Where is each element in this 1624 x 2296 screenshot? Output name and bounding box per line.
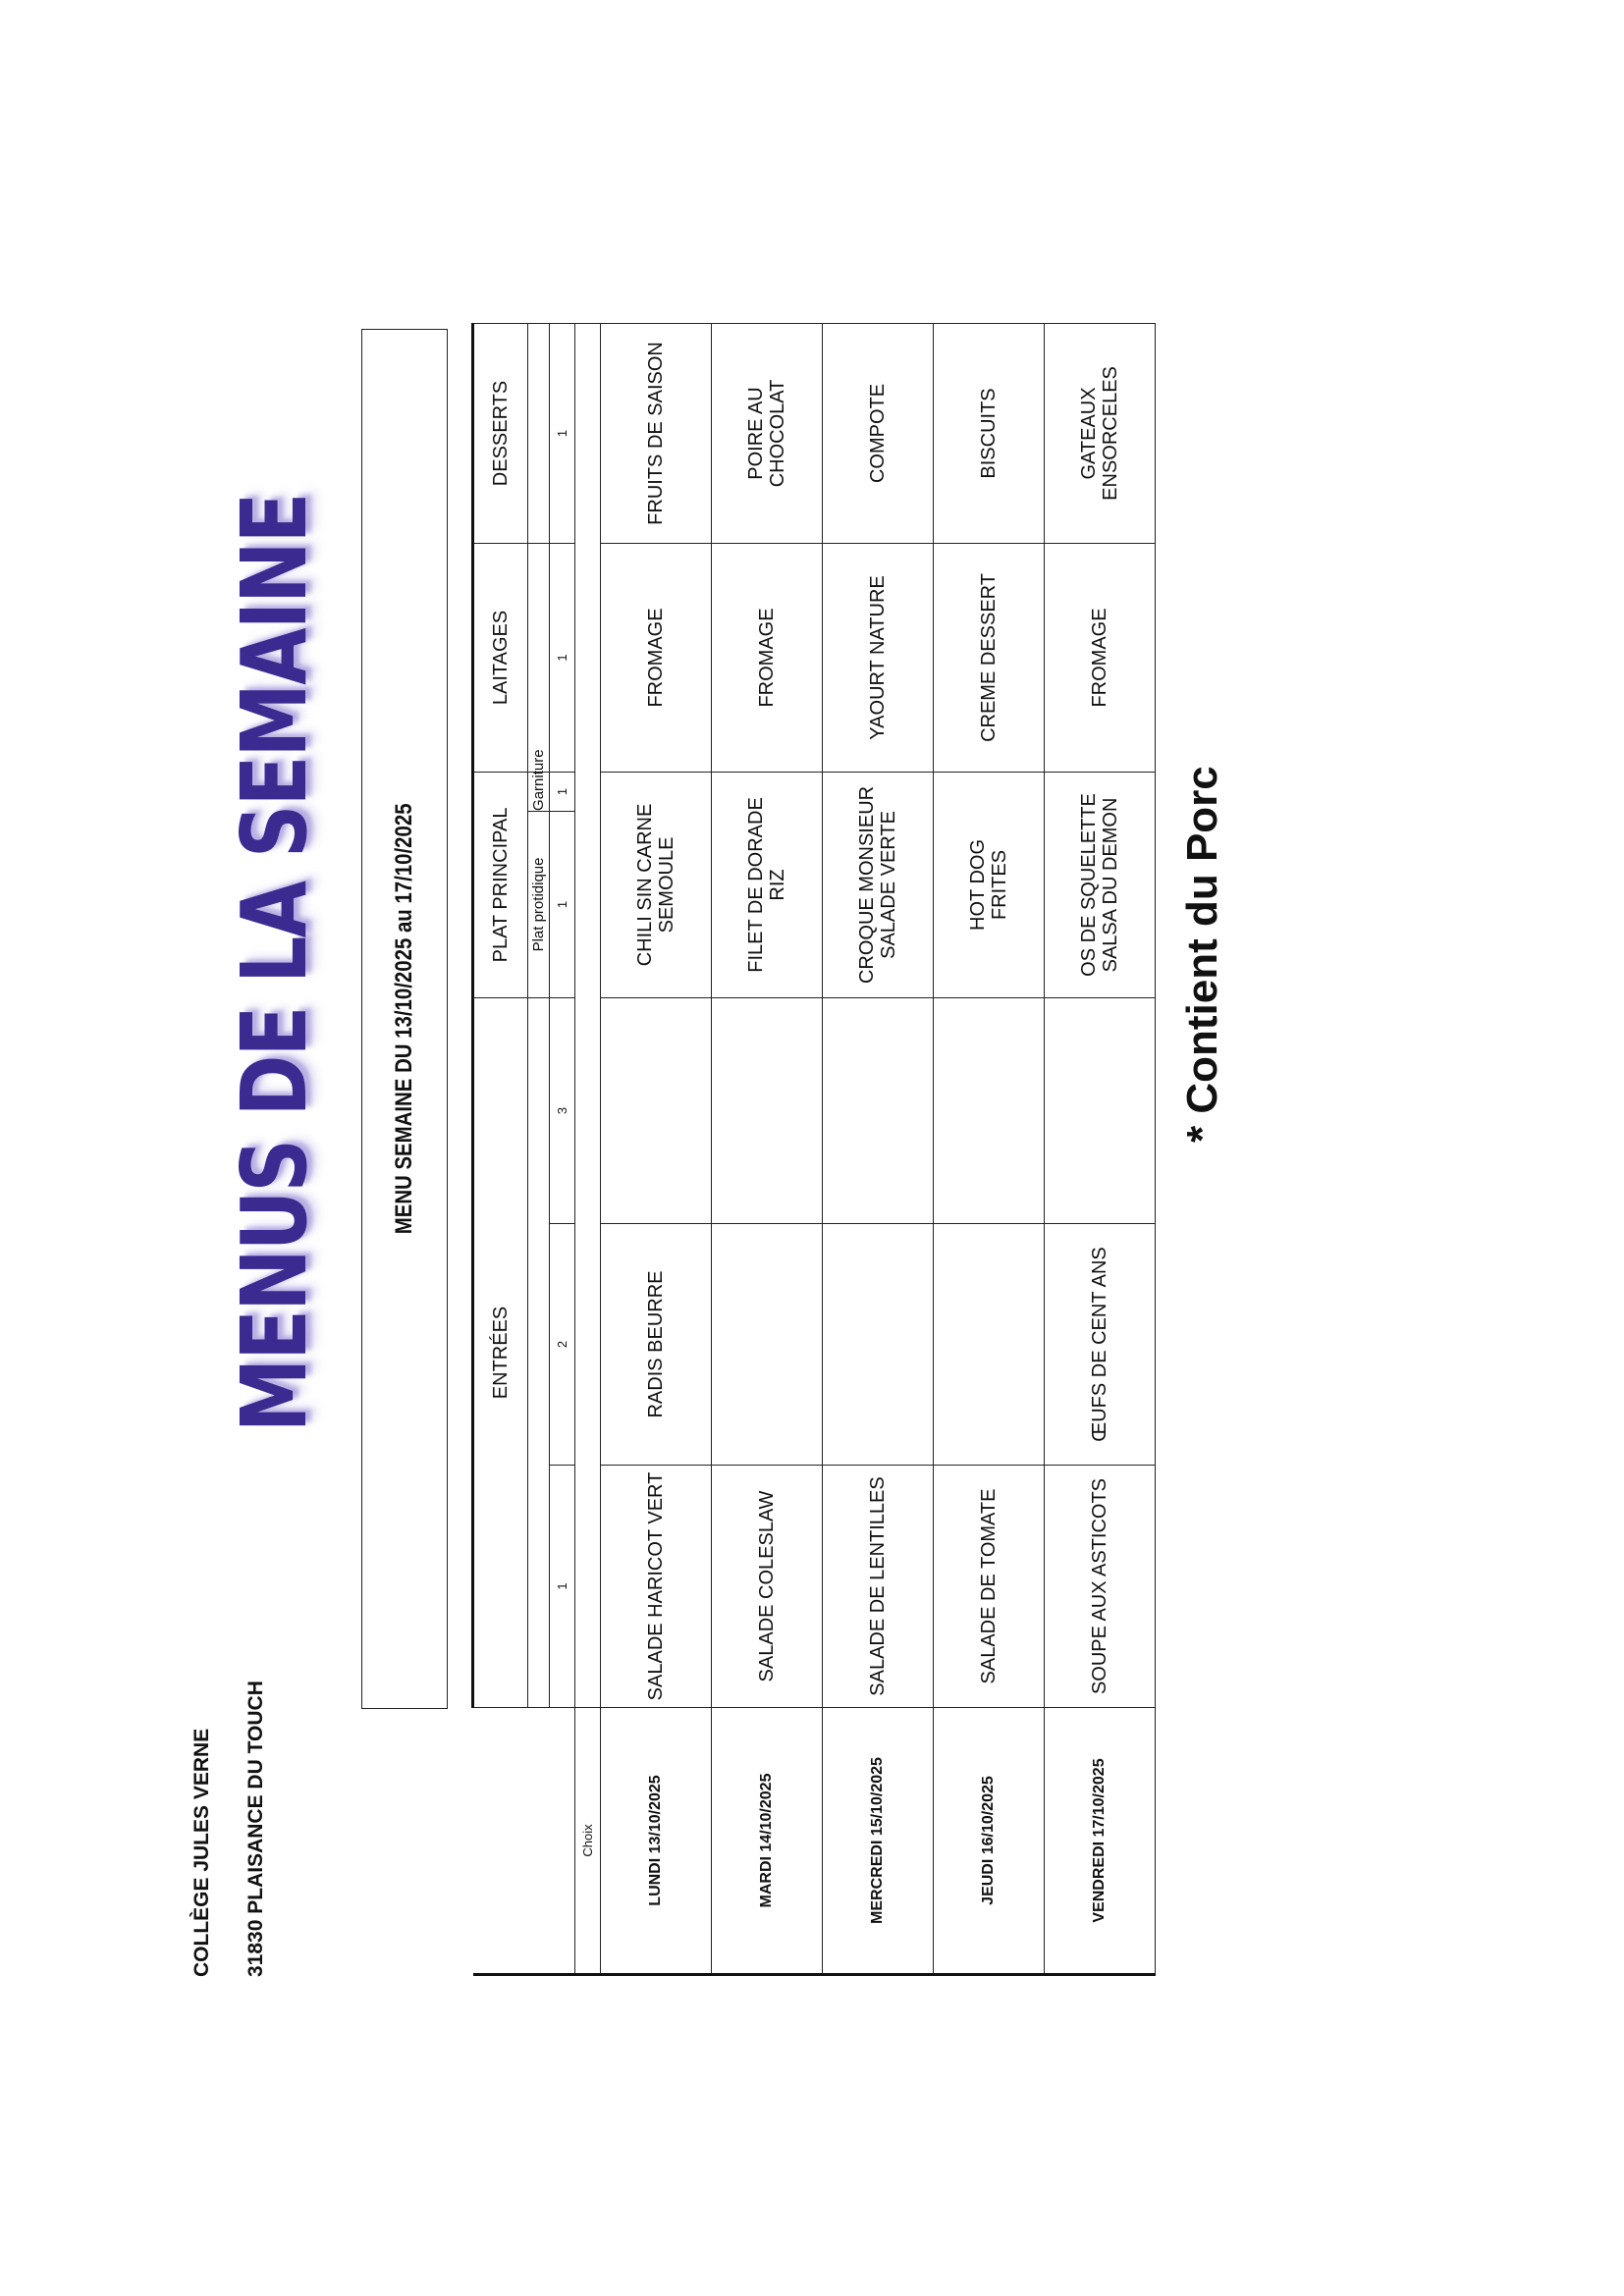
week-banner (361, 329, 448, 1709)
page-title: MENUS DE LA SEMAINE (222, 494, 327, 1432)
day-row (712, 323, 823, 1974)
entree-2: RADIS BEURRE (601, 1224, 712, 1466)
day-label: MERCREDI 15/10/2025 (823, 1708, 934, 1975)
entree-1: SOUPE AUX ASTICOTS (1045, 1466, 1156, 1708)
day-row (934, 323, 1045, 1974)
header-laitages: LAITAGES (473, 543, 528, 772)
entrees-spacer (528, 997, 550, 1707)
dessert: FRUITS DE SAISON (601, 323, 712, 543)
entree-1: SALADE COLESLAW (712, 1466, 823, 1708)
laitage: FROMAGE (712, 543, 823, 772)
entree-3 (934, 997, 1045, 1223)
dessert: POIRE AU CHOCOLAT (712, 323, 823, 543)
week-label: MENU SEMAINE DU 13/10/2025 au 17/10/2025 (391, 803, 417, 1235)
laitages-spacer (528, 543, 550, 772)
laitage-number-1: 1 (550, 543, 575, 772)
entree-1: SALADE DE LENTILLES (823, 1466, 934, 1708)
entree-2 (823, 1224, 934, 1466)
dessert: BISCUITS (934, 323, 1045, 543)
school-header (175, 1681, 283, 1977)
day-label: VENDREDI 17/10/2025 (1045, 1708, 1156, 1975)
plat-principal: OS DE SQUELETTE SALSA DU DEMON (1045, 772, 1156, 997)
school-address: 31830 PLAISANCE DU TOUCH (244, 1681, 267, 1977)
laitage: FROMAGE (601, 543, 712, 772)
entree-number-2: 2 (550, 1224, 575, 1466)
header-plat-proteique: Plat protidique (528, 811, 550, 997)
entree-2: ŒUFS DE CENT ANS (1045, 1224, 1156, 1466)
entree-number-1: 1 (550, 1466, 575, 1708)
entree-2 (712, 1224, 823, 1466)
entree-1: SALADE HARICOT VERT (601, 1466, 712, 1708)
header-desserts: DESSERTS (473, 323, 528, 543)
plat-number-1: 1 (550, 811, 575, 997)
header-plat-principal: PLAT PRINCIPAL (473, 772, 528, 997)
header-entrees: ENTRÉES (473, 997, 528, 1707)
day-label: JEUDI 16/10/2025 (934, 1708, 1045, 1975)
choix-spacer (575, 323, 601, 1707)
dessert: COMPOTE (823, 323, 934, 543)
day-label: MARDI 14/10/2025 (712, 1708, 823, 1975)
day-row (601, 323, 712, 1974)
entree-number-3: 3 (550, 997, 575, 1223)
laitage: YAOURT NATURE (823, 543, 934, 772)
entree-3 (823, 997, 934, 1223)
laitage: FROMAGE (1045, 543, 1156, 772)
plat-principal: CHILI SIN CARNE SEMOULE (601, 772, 712, 997)
laitage: CREME DESSERT (934, 543, 1045, 772)
day-label: LUNDI 13/10/2025 (601, 1708, 712, 1975)
school-name: COLLÈGE JULES VERNE (190, 1728, 213, 1977)
entree-1: SALADE DE TOMATE (934, 1466, 1045, 1708)
plat-principal: FILET DE DORADE RIZ (712, 772, 823, 997)
choix-label: Choix (575, 1708, 601, 1975)
garniture-number-1: 1 (550, 772, 575, 811)
entree-3 (601, 997, 712, 1223)
dessert-number-1: 1 (550, 323, 575, 543)
plat-principal: CROQUE MONSIEUR SALADE VERTE (823, 772, 934, 997)
header-garniture: Garniture (528, 772, 550, 811)
empty-corner (473, 1708, 575, 1975)
dessert: GATEAUX ENSORCELES (1045, 323, 1156, 543)
entree-2 (934, 1224, 1045, 1466)
entree-3 (1045, 997, 1156, 1223)
day-row (823, 323, 934, 1974)
day-row (1045, 323, 1156, 1974)
desserts-spacer (528, 323, 550, 543)
pork-note: * Contient du Porc (1178, 766, 1226, 1143)
plat-principal: HOT DOG FRITES (934, 772, 1045, 997)
entree-3 (712, 997, 823, 1223)
menu-table (471, 323, 1156, 1976)
